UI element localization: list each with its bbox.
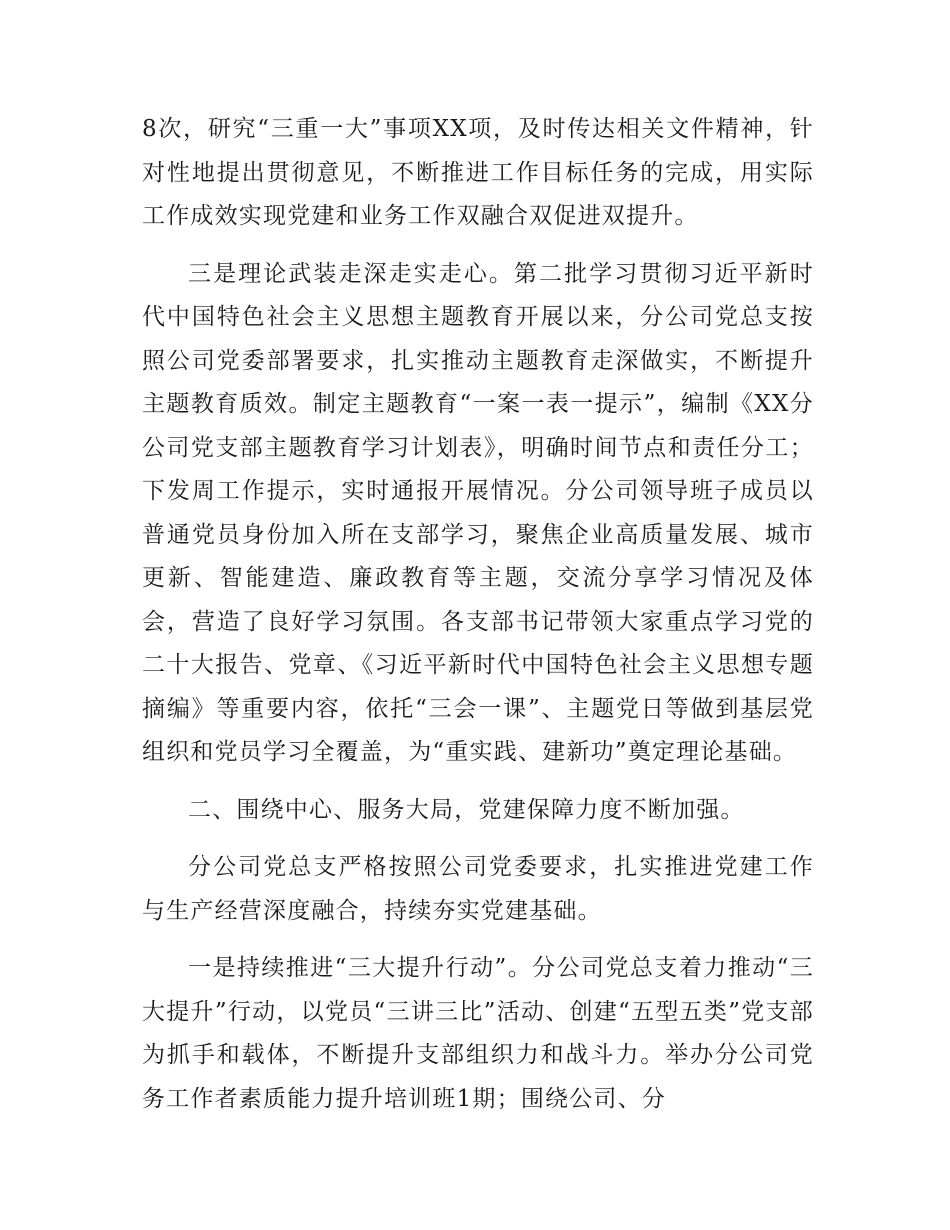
paragraph-section-intro: 分公司党总支严格按照公司党委要求，扎实推进党建工作与生产经营深度融合，持续夯实党建基础。 <box>142 854 814 924</box>
paragraph-continuation: 8次，研究“三重一大”事项XX项，及时传达相关文件精神，针对性地提出贯彻意见，不断推进工作目标任务的完成，用实际工作成效实现党建和业务工作双融合双促进双提升。 <box>142 116 814 229</box>
paragraph-three-upgrades: 一是持续推进“三大提升行动”。分公司党总支着力推动“三大提升”行动，以党员“三讲三比”活动、创建“五型五类”党支部为抓手和载体，不断提升支部组织力和战斗力。举办分公司党务工作者素质能力提升培训班1期；围绕公司、分 <box>142 955 814 1112</box>
section-heading-two: 二、围绕中心、服务大局，党建保障力度不断加强。 <box>188 796 745 823</box>
document-page <box>142 108 814 1135</box>
paragraph-theory-study: 三是理论武装走深走实走心。第二批学习贯彻习近平新时代中国特色社会主义思想主题教育开展以来，分公司党总支按照公司党委部署要求，扎实推动主题教育走深做实，不断提升主题教育质效。制定主题教育“一案一表一提示”，编制《XX分公司党支部主题教育学习计划表》，明确时间节点和责任分工；下发周工作提示，实时通报开展情况。分公司领导班子成员以普通党员身份加入所在支部学习，聚焦企业高质量发展、城市更新、智能建造、廉政教育等主题，交流分享学习情况及体会，营造了良好学习氛围。各支部书记带领大家重点学习党的二十大报告、党章、《习近平新时代中国特色社会主义思想专题摘编》等重要内容，依托“三会一课”、主题党日等做到基层党组织和党员学习全覆盖，为“重实践、建新功”奠定理论基础。 <box>142 260 814 765</box>
